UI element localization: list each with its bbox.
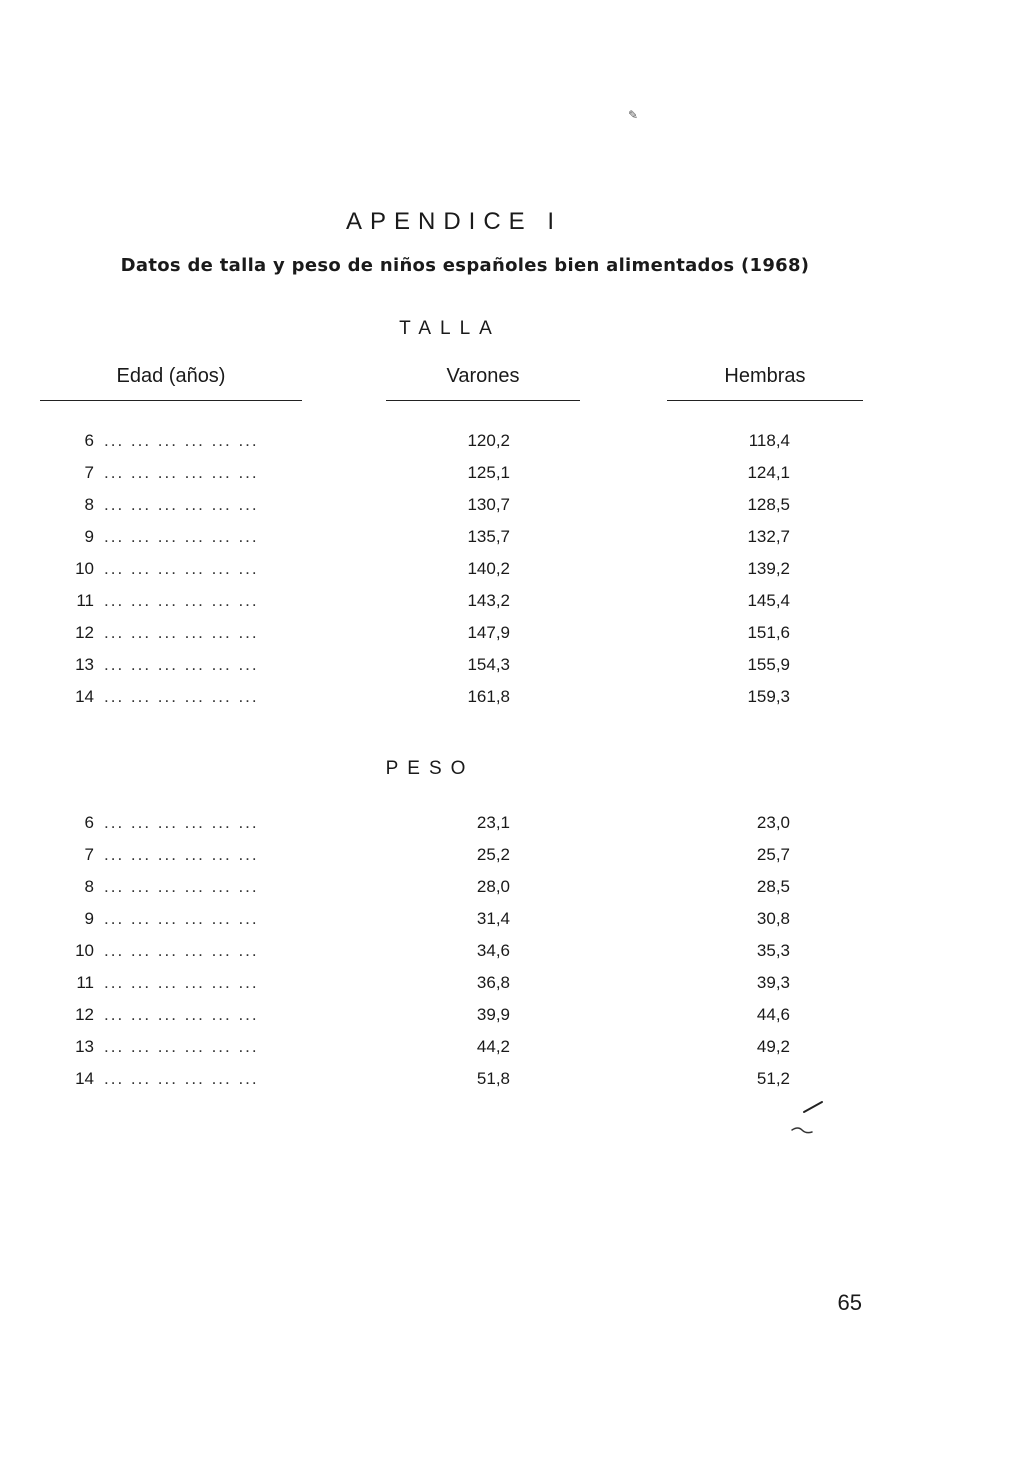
- dot-leader: ... ... ... ... ... ...: [104, 495, 259, 514]
- dot-leader: ... ... ... ... ... ...: [104, 1037, 259, 1056]
- girls-value: 145,4: [747, 591, 790, 610]
- boys-value: 34,6: [476, 941, 510, 960]
- dot-leader: ... ... ... ... ... ...: [104, 655, 259, 674]
- boys-value: 135,7: [467, 527, 510, 546]
- age-cell: 14: [75, 687, 94, 706]
- boys-value: 125,1: [467, 463, 510, 482]
- table-row: [0, 973, 1024, 1005]
- dot-leader: ... ... ... ... ... ...: [104, 559, 259, 578]
- boys-value: 147,9: [467, 623, 510, 642]
- table-row: [0, 877, 1024, 909]
- table-row: [0, 527, 1024, 559]
- table-row: [0, 495, 1024, 527]
- girls-value: 28,5: [756, 877, 790, 896]
- header-rule-boys: [386, 400, 580, 401]
- table-row: [0, 845, 1024, 877]
- boys-value: 28,0: [476, 877, 510, 896]
- header-rule-girls: [667, 400, 863, 401]
- boys-value: 44,2: [476, 1037, 510, 1056]
- table-row: [0, 1069, 1024, 1101]
- boys-value: 31,4: [476, 909, 510, 928]
- girls-value: 159,3: [747, 687, 790, 706]
- boys-value: 143,2: [467, 591, 510, 610]
- dot-leader: ... ... ... ... ... ...: [104, 845, 259, 864]
- girls-value: 132,7: [747, 527, 790, 546]
- age-cell: 9: [84, 909, 94, 928]
- table-row: [0, 431, 1024, 463]
- age-cell: 6: [84, 431, 94, 450]
- boys-value: 39,9: [476, 1005, 510, 1024]
- age-cell: 8: [84, 877, 94, 896]
- age-cell: 8: [84, 495, 94, 514]
- section-title-talla: TALLA: [399, 318, 501, 339]
- girls-value: 124,1: [747, 463, 790, 482]
- header-boys: Varones: [446, 365, 520, 387]
- table-row: [0, 941, 1024, 973]
- table-row: [0, 623, 1024, 655]
- boys-value: 130,7: [467, 495, 510, 514]
- page-number: 65: [837, 1290, 862, 1315]
- table-row: [0, 463, 1024, 495]
- age-cell: 12: [75, 1005, 94, 1024]
- dot-leader: ... ... ... ... ... ...: [104, 687, 259, 706]
- age-cell: 11: [76, 973, 94, 992]
- age-cell: 13: [75, 655, 94, 674]
- girls-value: 118,4: [748, 431, 790, 450]
- section-title-peso: PESO: [385, 758, 475, 779]
- girls-value: 35,3: [756, 941, 790, 960]
- age-cell: 7: [84, 463, 94, 482]
- dot-leader: ... ... ... ... ... ...: [104, 1069, 259, 1088]
- boys-value: 120,2: [467, 431, 510, 450]
- age-cell: 7: [84, 845, 94, 864]
- dot-leader: ... ... ... ... ... ...: [104, 1005, 259, 1024]
- handwritten-mark-icon: [790, 1096, 824, 1136]
- page-subtitle: Datos de talla y peso de niños españoles bien alimentados (1968): [120, 255, 810, 276]
- dot-leader: ... ... ... ... ... ...: [104, 909, 259, 928]
- dot-leader: ... ... ... ... ... ...: [104, 941, 259, 960]
- dot-leader: ... ... ... ... ... ...: [104, 431, 259, 450]
- girls-value: 39,3: [756, 973, 790, 992]
- header-age: Edad (años): [116, 365, 226, 387]
- table-row: [0, 591, 1024, 623]
- table-row: [0, 1037, 1024, 1069]
- age-cell: 14: [75, 1069, 94, 1088]
- boys-value: 23,1: [476, 813, 510, 832]
- dot-leader: ... ... ... ... ... ...: [104, 591, 259, 610]
- age-cell: 13: [75, 1037, 94, 1056]
- boys-value: 51,8: [476, 1069, 510, 1088]
- girls-value: 155,9: [747, 655, 790, 674]
- dot-leader: ... ... ... ... ... ...: [104, 877, 259, 896]
- girls-value: 49,2: [756, 1037, 790, 1056]
- dot-leader: ... ... ... ... ... ...: [104, 623, 259, 642]
- age-cell: 10: [75, 941, 94, 960]
- dot-leader: ... ... ... ... ... ...: [104, 463, 259, 482]
- boys-value: 161,8: [467, 687, 510, 706]
- girls-value: 51,2: [756, 1069, 790, 1088]
- girls-value: 23,0: [756, 813, 790, 832]
- table-row: [0, 813, 1024, 845]
- age-cell: 6: [84, 813, 94, 832]
- table-row: [0, 1005, 1024, 1037]
- girls-value: 44,6: [756, 1005, 790, 1024]
- girls-value: 151,6: [747, 623, 790, 642]
- table-row: [0, 687, 1024, 719]
- table-row: [0, 559, 1024, 591]
- girls-value: 30,8: [756, 909, 790, 928]
- age-cell: 9: [84, 527, 94, 546]
- header-rule-age: [40, 400, 302, 401]
- table-row: [0, 655, 1024, 687]
- age-cell: 10: [75, 559, 94, 578]
- header-girls: Hembras: [724, 365, 806, 387]
- age-cell: 12: [75, 623, 94, 642]
- girls-value: 139,2: [747, 559, 790, 578]
- stray-mark: ✎: [628, 108, 639, 122]
- table-row: [0, 909, 1024, 941]
- age-cell: 11: [76, 591, 94, 610]
- dot-leader: ... ... ... ... ... ...: [104, 527, 259, 546]
- page-title: APENDICE I: [345, 208, 563, 235]
- boys-value: 154,3: [467, 655, 510, 674]
- girls-value: 128,5: [747, 495, 790, 514]
- dot-leader: ... ... ... ... ... ...: [104, 813, 259, 832]
- boys-value: 140,2: [467, 559, 510, 578]
- boys-value: 36,8: [476, 973, 510, 992]
- dot-leader: ... ... ... ... ... ...: [104, 973, 259, 992]
- girls-value: 25,7: [756, 845, 790, 864]
- boys-value: 25,2: [476, 845, 510, 864]
